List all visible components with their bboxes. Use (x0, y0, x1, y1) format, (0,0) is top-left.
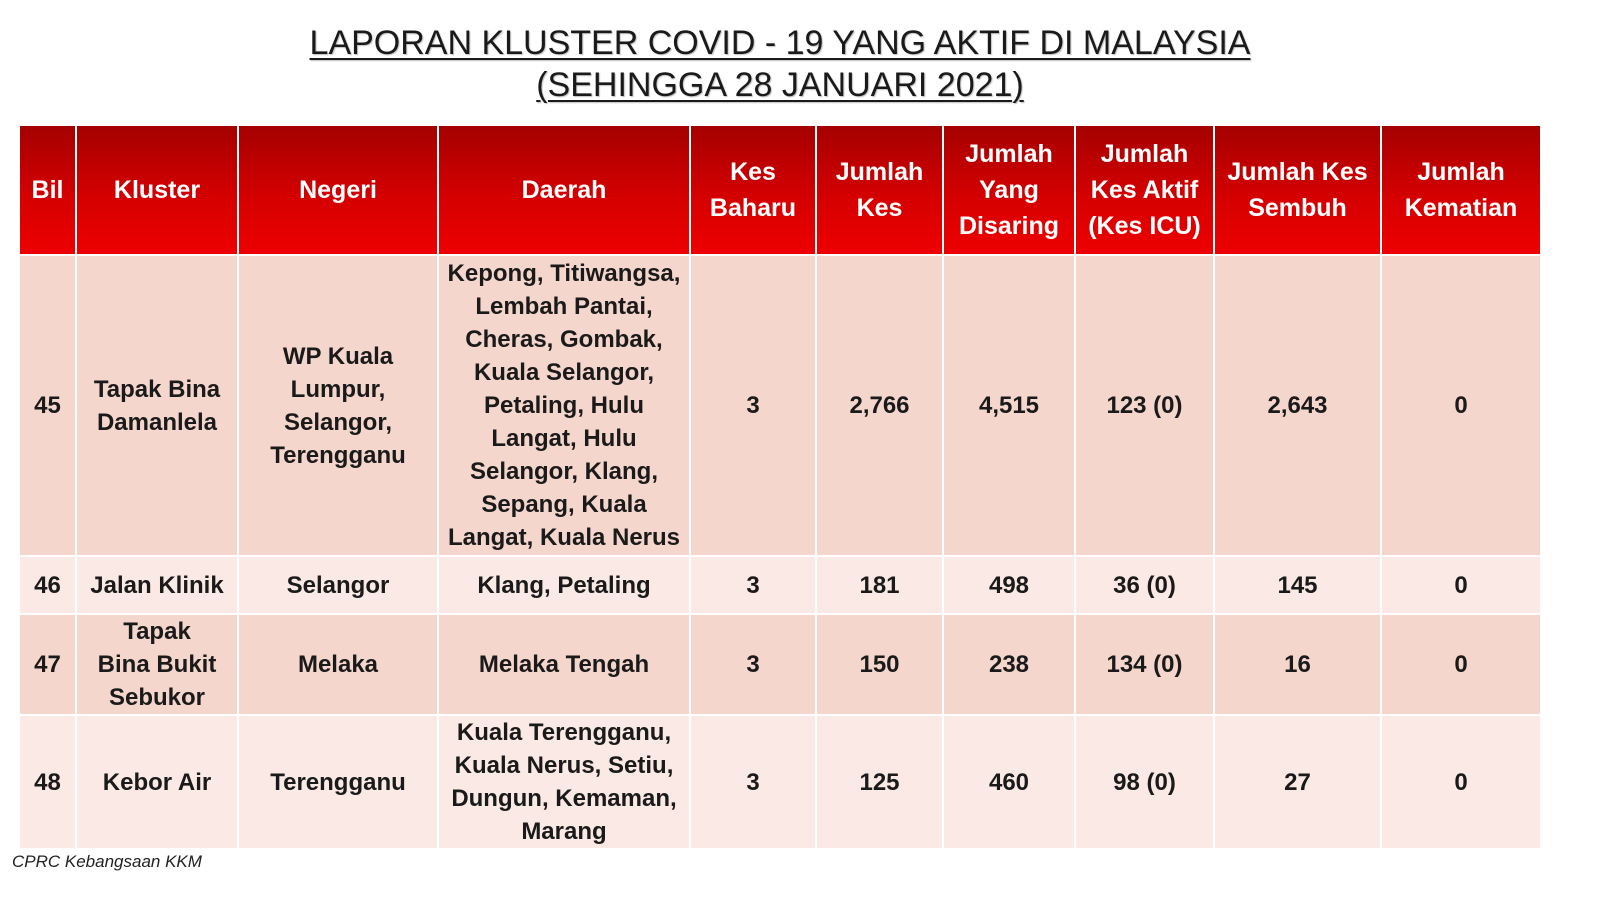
cell-kes-aktif: 134 (0) (1076, 615, 1213, 714)
cell-kes-aktif: 123 (0) (1076, 256, 1213, 555)
cell-negeri: Melaka (239, 615, 437, 714)
cell-kes-sembuh: 27 (1215, 716, 1380, 848)
title-line-1: LAPORAN KLUSTER COVID - 19 YANG AKTIF DI MALAYSIA (309, 24, 1251, 62)
table-row (20, 256, 1540, 555)
cell-bil: 47 (20, 615, 75, 714)
cell-kes-sembuh: 145 (1215, 557, 1380, 613)
cell-kluster: Kebor Air (77, 716, 237, 848)
cell-kes-sembuh: 16 (1215, 615, 1380, 714)
page-title (0, 22, 1560, 106)
table-row (20, 615, 1540, 714)
source-footnote: CPRC Kebangsaan KKM (12, 852, 202, 871)
cell-daerah: Kepong, Titiwangsa, Lembah Pantai, Cheras, Gombak, Kuala Selangor, Petaling, Hulu Langat, Hulu Selangor, Klang, Sepang, Kuala Langat, Kuala Nerus (439, 256, 689, 555)
cell-daerah: Kuala Terengganu, Kuala Nerus, Setiu, Dungun, Kemaman, Marang (439, 716, 689, 848)
table-row (20, 716, 1540, 848)
cell-negeri: Terengganu (239, 716, 437, 848)
cell-kes-sembuh: 2,643 (1215, 256, 1380, 555)
cell-kematian: 0 (1382, 256, 1540, 555)
table-header-row (20, 126, 1540, 254)
cell-bil: 48 (20, 716, 75, 848)
cell-kes-aktif: 98 (0) (1076, 716, 1213, 848)
header-kematian: Jumlah Kematian (1382, 126, 1540, 254)
cell-daerah: Melaka Tengah (439, 615, 689, 714)
cell-kluster: Tapak Bina Bukit Sebukor (77, 615, 237, 714)
cell-kematian: 0 (1382, 615, 1540, 714)
header-jumlah-kes: Jumlah Kes (817, 126, 942, 254)
cell-jumlah-kes: 150 (817, 615, 942, 714)
cell-kes-aktif: 36 (0) (1076, 557, 1213, 613)
cell-jumlah-disaring: 4,515 (944, 256, 1074, 555)
cell-daerah: Klang, Petaling (439, 557, 689, 613)
cell-jumlah-disaring: 460 (944, 716, 1074, 848)
cell-jumlah-disaring: 238 (944, 615, 1074, 714)
cell-negeri: WP Kuala Lumpur, Selangor, Terengganu (239, 256, 437, 555)
cell-kematian: 0 (1382, 716, 1540, 848)
cell-kes-baharu: 3 (691, 557, 815, 613)
cell-jumlah-kes: 125 (817, 716, 942, 848)
cell-kematian: 0 (1382, 557, 1540, 613)
header-negeri: Negeri (239, 126, 437, 254)
cell-kes-baharu: 3 (691, 716, 815, 848)
cell-kluster: Jalan Klinik (77, 557, 237, 613)
header-kluster: Kluster (77, 126, 237, 254)
cell-kes-baharu: 3 (691, 256, 815, 555)
header-jumlah-disaring: Jumlah Yang Disaring (944, 126, 1074, 254)
cell-jumlah-kes: 181 (817, 557, 942, 613)
header-kes-aktif: Jumlah Kes Aktif (Kes ICU) (1076, 126, 1213, 254)
header-kes-baharu: Kes Baharu (691, 126, 815, 254)
cluster-table (18, 124, 1542, 850)
header-bil: Bil (20, 126, 75, 254)
cell-bil: 45 (20, 256, 75, 555)
cell-kluster: Tapak Bina Damanlela (77, 256, 237, 555)
cell-bil: 46 (20, 557, 75, 613)
cell-kes-baharu: 3 (691, 615, 815, 714)
title-line-2: (SEHINGGA 28 JANUARI 2021) (536, 66, 1024, 104)
table-row (20, 557, 1540, 613)
cell-jumlah-disaring: 498 (944, 557, 1074, 613)
header-daerah: Daerah (439, 126, 689, 254)
cell-jumlah-kes: 2,766 (817, 256, 942, 555)
header-kes-sembuh: Jumlah Kes Sembuh (1215, 126, 1380, 254)
cell-negeri: Selangor (239, 557, 437, 613)
